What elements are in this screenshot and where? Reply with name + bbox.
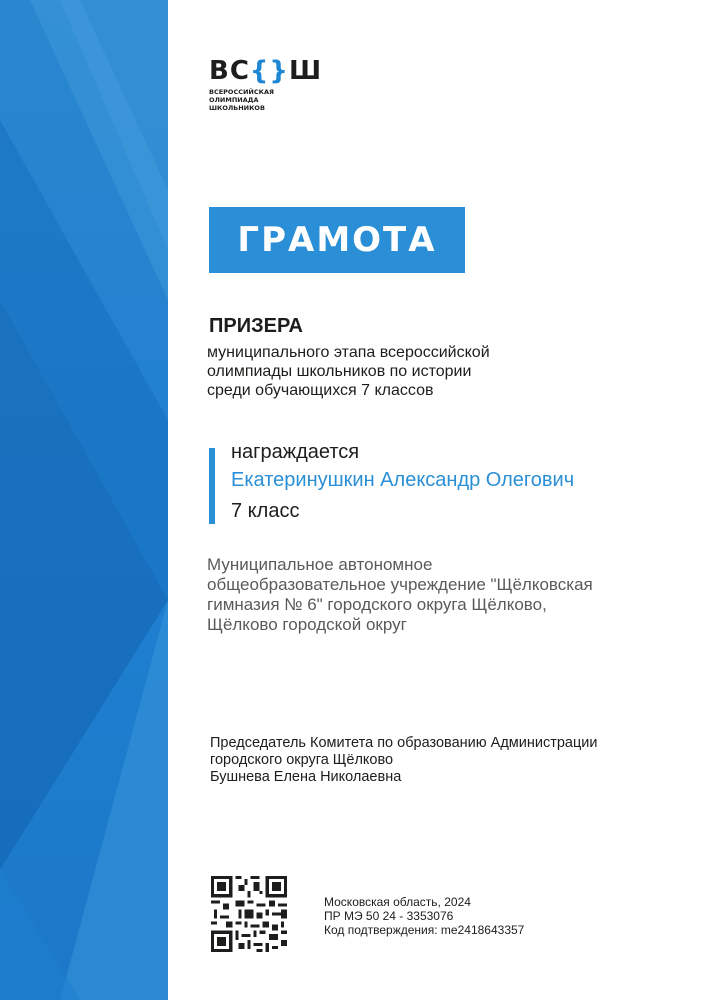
footer-registry-number: ПР МЭ 50 24 - 3353076 [324,909,454,923]
decorative-side-band [0,0,168,1000]
logo-mark-brace: {} [249,56,289,86]
school-line: Щёлково городской округ [207,615,407,634]
recipient-name: Екатеринушкин Александр Олегович [231,469,575,491]
award-label: награждается [231,441,360,463]
school-line: общеобразовательное учреждение "Щёлковская [207,575,593,594]
logo-subtitle-line: ШКОЛЬНИКОВ [209,104,265,112]
school-line: Муниципальное автономное [207,555,433,574]
description-line: олимпиады школьников по истории [207,363,472,380]
logo-mark-left: ВС [209,56,250,86]
signer-line: городского округа Щёлково [210,752,394,768]
signer-line: Бушнева Елена Николаевна [210,769,402,785]
certificate-title-box [209,207,465,273]
logo-subtitle [209,88,349,112]
signer-line: Председатель Комитета по образованию Администрации [210,735,598,751]
school-line: гимназия № 6" городского округа Щёлково, [207,595,547,614]
recipient-grade: 7 класс [231,500,300,522]
logo-mark-right: Ш [288,56,323,86]
certificate-footer [324,895,524,937]
vsosh-logo [209,58,349,112]
school-name [207,555,677,635]
description-line: среди обучающихся 7 классов [207,382,434,399]
award-accent-bar [209,448,215,524]
logo-subtitle-line: ВСЕРОССИЙСКАЯ [209,88,274,96]
footer-place-year: Московская область, 2024 [324,895,471,909]
logo-subtitle-line: ОЛИМПИАДА [209,96,259,104]
footer-confirmation-code: Код подтверждения: me2418643357 [324,923,525,937]
award-status: ПРИЗЕРА [209,315,303,337]
side-band-pattern [0,0,168,1000]
qr-code-icon [211,876,287,952]
logo-mark [209,58,349,84]
description-line: муниципального этапа всероссийской [207,344,490,361]
signatory [210,735,680,786]
certificate-title: ГРАМОТА [237,220,437,260]
olympiad-description [207,343,587,400]
